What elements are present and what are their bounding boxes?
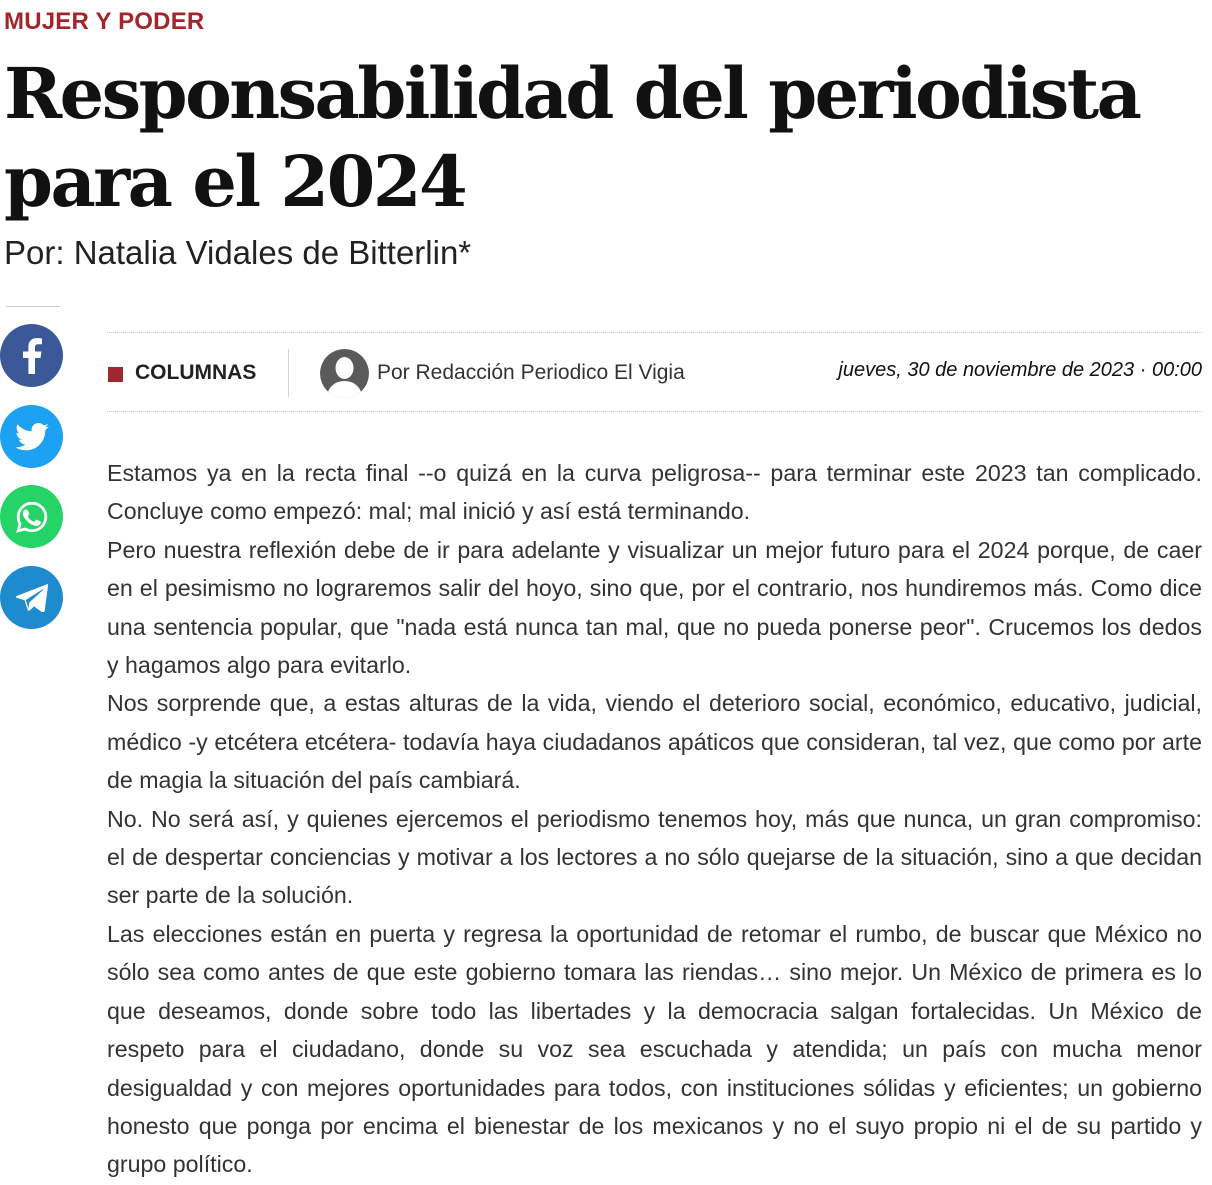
article-meta-bar	[107, 332, 1202, 412]
facebook-icon	[21, 338, 43, 374]
body-paragraph: Las elecciones están en puerta y regresa la oportunidad de retomar el rumbo, de buscar que México no sólo sea como antes de que este gobierno tomara las riendas… sino mejor. Un México de primera es lo que deseamos, donde sobre todo las libertades y la democracia salgan fortalecidas. Un México de respeto para el ciudadano, donde su voz sea escuchada y atendida; un país con mucha menor desigualdad y con mejores oportunidades para todos, con instituciones sólidas y eficientes; un gobierno honesto que ponga por encima el bienestar de los mexicanos y no el suyo propio ni el de su partido y grupo político.	[107, 920, 1202, 1178]
article-body	[107, 454, 1202, 1184]
body-paragraph: Estamos ya en la recta final --o quizá en la curva peligrosa-- para terminar este 2023 tan complicado. Concluye como empezó: mal; mal inició y así está terminando.	[107, 460, 1202, 525]
facebook-share-button[interactable]	[0, 324, 63, 387]
body-paragraph: No. No será así, y quienes ejercemos el periodismo tenemos hoy, más que nunca, un gran compromiso: el de despertar conciencias y motivar a los lectores a no sólo quejarse de la situación, sino a que decidan ser parte de la solución.	[107, 805, 1202, 909]
whatsapp-icon	[15, 500, 49, 534]
author-link[interactable]: Por Redacción Periodico El Vigia	[377, 361, 685, 384]
body-paragraph: Pero nuestra reflexión debe de ir para adelante y visualizar un mejor futuro para el 2024 porque, de caer en el pesimismo no lograremos salir del hoyo, sino que, por el contrario, nos hundiremos más. Como dice una sentencia popular, que "nada está nunca tan mal, que no pueda ponerse peor". Crucemos los dedos y hagamos algo para evitarlo.	[107, 536, 1202, 679]
category-marker	[108, 367, 123, 382]
telegram-share-button[interactable]	[0, 566, 63, 629]
publish-date: jueves, 30 de noviembre de 2023 · 00:00	[838, 359, 1202, 381]
telegram-icon	[16, 584, 48, 612]
twitter-icon	[15, 423, 49, 451]
user-silhouette-icon	[320, 349, 369, 398]
meta-divider	[288, 349, 289, 397]
category-link[interactable]: COLUMNAS	[135, 361, 257, 384]
share-divider	[6, 306, 60, 307]
article-subtitle: Por: Natalia Vidales de Bitterlin*	[4, 234, 472, 271]
twitter-share-button[interactable]	[0, 405, 63, 468]
whatsapp-share-button[interactable]	[0, 485, 63, 548]
section-kicker[interactable]: MUJER Y PODER	[4, 8, 205, 35]
author-avatar[interactable]	[320, 349, 369, 398]
body-paragraph: Nos sorprende que, a estas alturas de la vida, viendo el deterioro social, económico, educativo, judicial, médico -y etcétera etcétera- todavía haya ciudadanos apáticos que consideran, tal vez, que como por arte de magia la situación del país cambiará.	[107, 690, 1202, 794]
article-title: Responsabilidad del periodista para el 2024	[4, 52, 1140, 223]
